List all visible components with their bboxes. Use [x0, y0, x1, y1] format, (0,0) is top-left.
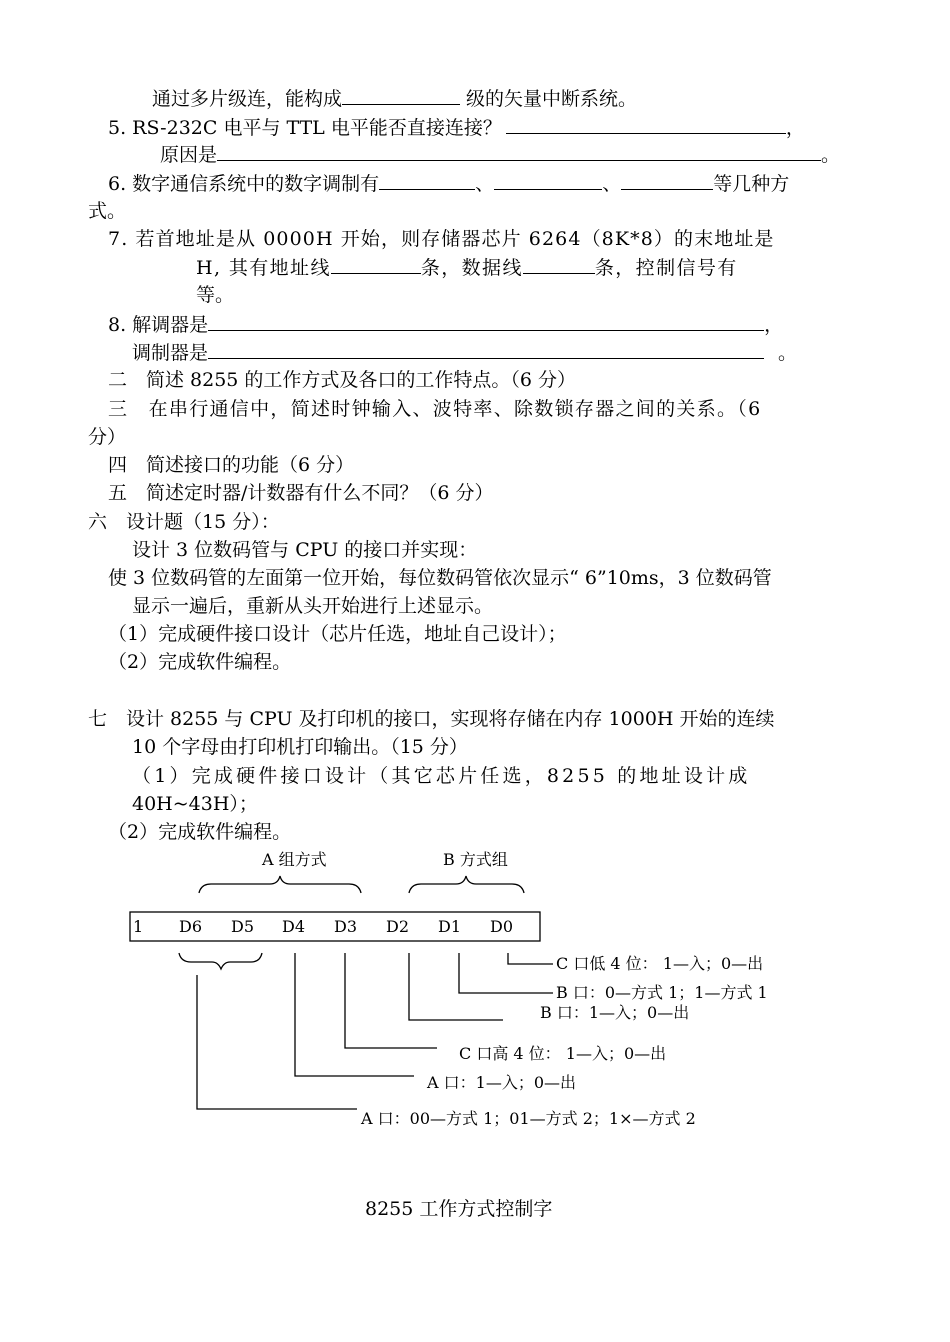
leader-d2: [409, 953, 503, 1020]
group-b-label: B 方式组: [443, 850, 508, 869]
section-7-item1b: 40H~43H）；: [132, 793, 258, 815]
q6-sep2: 、: [602, 173, 622, 195]
leader-d1: [459, 953, 553, 993]
desc-d4: A 口：1—入；0—出: [427, 1073, 577, 1092]
bit-d1: D1: [438, 917, 462, 936]
q8-period: 。: [778, 342, 798, 364]
q6-text-post: 等几种方: [713, 173, 790, 195]
desc-d0: C 口低 4 位： 1—入；0—出: [556, 954, 764, 973]
q7-text3: 条，控制信号有: [594, 257, 738, 279]
q8-comma: ，: [764, 314, 784, 336]
bit-7: 1: [133, 917, 144, 936]
section-6-title: 六 设计题（15 分）：: [88, 511, 280, 533]
section-7-line1: 七 设计 8255 与 CPU 及打印机的接口，实现将存储在内存 1000H 开始的连续: [88, 708, 775, 730]
bit-d3: D3: [334, 917, 358, 936]
section-6-line2: 使 3 位数码管的左面第一位开始，每位数码管依次显示“ 6”10ms，3 位数码管: [108, 567, 772, 589]
bit-d0: D0: [490, 917, 514, 936]
leader-d0: [508, 953, 553, 964]
group-a-label: A 组方式: [262, 850, 327, 869]
q6-sep1: 、: [475, 173, 495, 195]
section-2: 二 简述 8255 的工作方式及各口的工作特点。（6 分）: [108, 369, 577, 391]
bit-d6: D6: [179, 917, 203, 936]
d6-d5-brace: [179, 953, 262, 969]
q5-period: 。: [821, 144, 841, 166]
q6-line2: 式。: [88, 200, 127, 222]
q5-comma: ，: [785, 117, 805, 139]
section-6-line1: 设计 3 位数码管与 CPU 的接口并实现：: [132, 539, 478, 561]
leader-d4: [295, 953, 414, 1076]
bit-d5: D5: [231, 917, 255, 936]
q8-mod-label: 调制器是: [132, 342, 209, 364]
desc-d6-d5: A 口：00—方式 1；01—方式 2；1×—方式 2: [361, 1109, 696, 1128]
q7-text1: H, 其有地址线: [196, 257, 331, 279]
leader-d65: [197, 975, 357, 1109]
q5-reason-label: 原因是: [160, 144, 218, 166]
desc-d1: B 口：0—方式 1；1—方式 1: [556, 983, 768, 1002]
section-6-item1: （1）完成硬件接口设计（芯片任选，地址自己设计）；: [108, 623, 567, 645]
q5-question: 5. RS-232C 电平与 TTL 电平能否直接连接？: [108, 117, 502, 139]
q4-text-post: 级的矢量中断系统。: [460, 88, 638, 110]
section-4: 四 简述接口的功能（6 分）: [108, 454, 355, 476]
desc-d3: C 口高 4 位： 1—入；0—出: [459, 1044, 667, 1063]
q7-line1: 7. 若首地址是从 0000H 开始，则存储器芯片 6264（8K*8）的末地址是: [108, 228, 775, 250]
q7-line3: 等。: [196, 284, 235, 306]
diagram-caption: 8255 工作方式控制字: [365, 1198, 553, 1220]
section-6-item2: （2）完成软件编程。: [108, 651, 292, 673]
group-b-brace: [409, 876, 524, 893]
group-a-brace: [199, 876, 361, 893]
section-5: 五 简述定时器/计数器有什么不同？（6 分）: [108, 482, 494, 504]
section-6-line3: 显示一遍后，重新从头开始进行上述显示。: [132, 595, 494, 617]
section-7-line2: 10 个字母由打印机打印输出。（15 分）: [132, 736, 468, 758]
bit-d4: D4: [282, 917, 306, 936]
section-7-item1a: （1）完成硬件接口设计（其它芯片任选，8255 的地址设计成: [132, 765, 751, 787]
q4-text-pre: 通过多片级连，能构成: [152, 88, 343, 110]
desc-d2: B 口：1—入；0—出: [540, 1003, 690, 1022]
section-3-line2: 分）: [88, 426, 127, 448]
leader-d3: [345, 953, 437, 1048]
q8-demod-label: 8. 解调器是: [108, 314, 209, 336]
section-3-line1: 三 在串行通信中，简述时钟输入、波特率、除数锁存器之间的关系。（6: [108, 398, 762, 420]
section-7-item2: （2）完成软件编程。: [108, 821, 292, 843]
q7-text2: 条，数据线: [420, 257, 523, 279]
q6-text: 6. 数字通信系统中的数字调制有: [108, 173, 380, 195]
bit-d2: D2: [386, 917, 410, 936]
